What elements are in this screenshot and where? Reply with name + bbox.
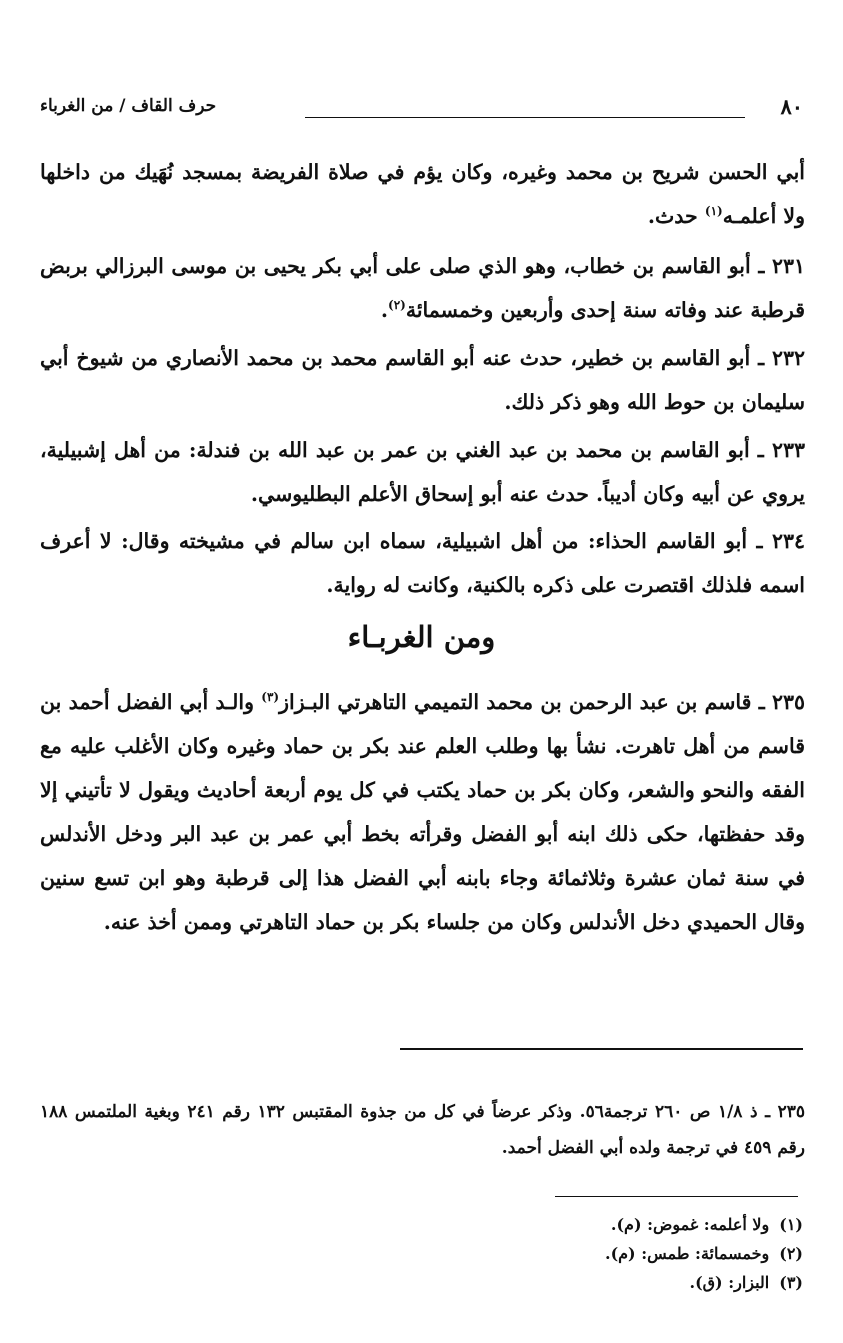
footnotes — [383, 1210, 803, 1297]
entry-235 — [40, 680, 805, 944]
header-rule — [305, 117, 745, 118]
page-header — [40, 94, 803, 128]
footnote-divider — [555, 1196, 798, 1197]
continuation-text: أبي الحسن شريح بن محمد وغيره، وكان يؤم في صلاة الفريضة بمسجد نُهَيك من داخلها ولا أعلمـه — [40, 160, 805, 228]
continuation-end: حدث. — [647, 204, 705, 228]
entry-231-text: ٢٣١ ـ أبو القاسم بن خطاب، وهو الذي صلى على أبي بكر يحيى بن موسى البرزالي بربض قرطبة عند وفاته سنة إحدى وأربعين وخمسمائة — [40, 254, 805, 322]
footnote-number: (٢) — [779, 1244, 803, 1263]
continuation-paragraph — [40, 150, 805, 238]
page-number: ٨٠ — [780, 94, 803, 119]
entry-231 — [40, 244, 805, 332]
footnote-number: (١) — [779, 1215, 803, 1234]
footnote-text: وخمسمائة: طمس: (م). — [605, 1244, 770, 1263]
entry-234: ٢٣٤ ـ أبو القاسم الحذاء: من أهل اشبيلية، سماه ابن سالم في مشيخته وقال: لا أعرف اسمه فلذلك اقتصرت على ذكره بالكنية، وكانت له رواية. — [40, 529, 805, 597]
entry-232: ٢٣٢ ـ أبو القاسم بن خطير، حدث عنه أبو القاسم محمد بن محمد الأنصاري من شيوخ أبي سليمان بن حوط الله وهو ذكر ذلك. — [40, 346, 805, 414]
running-title: حرف القاف / من الغرباء — [40, 96, 217, 116]
footnote-1 — [383, 1210, 803, 1239]
entry-233: ٢٣٣ ـ أبو القاسم بن محمد بن عبد الغني بن عمر بن عبد الله بن فندلة: من أهل إشبيلية، يروي عن أبيه وكان أديباً. حدث عنه أبو إسحاق الأعلم البطليوسي. — [40, 438, 805, 506]
footnote-ref-2: (٢) — [388, 298, 406, 313]
entry-231-end: . — [380, 298, 388, 322]
source-divider — [400, 1048, 803, 1050]
footnote-text: ولا أعلمه: غموض: (م). — [610, 1215, 770, 1234]
entry-235-rest: والـد أبي الفضل أحمد بن قاسم من أهل تاهرت. نشأ بها وطلب العلم عند بكر بن حماد وغيره وكان الأغلب عليه مع الفقه والنحو والشعر، وكان بكر بن حماد يكتب في كل يوم أربعة أحاديث ويقول لا تأتيني إلا وقد حفظتها، حكى ذلك ابنه أبو الفضل وقرأته بخط أبي عمر بن عبد البر ودخل الأندلس في سنة ثمان عشرة وثلاثمائة وجاء بابنه أبي الفضل هذا إلى قرطبة وهو ابن تسع سنين وقال الحميدي دخل الأندلس وكان من جلساء بكر بن حماد التاهرتي وممن أخذ عنه. — [40, 690, 805, 934]
footnote-ref-3: (٣) — [261, 690, 280, 705]
footnote-ref-1: (١) — [704, 204, 723, 219]
source-note: ٢٣٥ ـ ذ ١/٨ ص ٢٦٠ ترجمة٥٦. وذكر عرضاً في كل من جذوة المقتبس ١٣٢ رقم ٢٤١ وبغية الملتمس ١٨٨ رقم ٤٥٩ في ترجمة ولده أبي الفضل أحمد. — [40, 1102, 805, 1158]
section-title: ومن الغربـاء — [347, 620, 496, 654]
footnote-number: (٣) — [779, 1273, 803, 1292]
footnote-text: البزار: (ق). — [689, 1273, 770, 1292]
footnote-2 — [383, 1239, 803, 1268]
footnote-3 — [383, 1268, 803, 1297]
entry-235-start: ٢٣٥ ـ قاسم بن عبد الرحمن بن محمد التميمي التاهرتي البـزاز — [279, 690, 806, 714]
